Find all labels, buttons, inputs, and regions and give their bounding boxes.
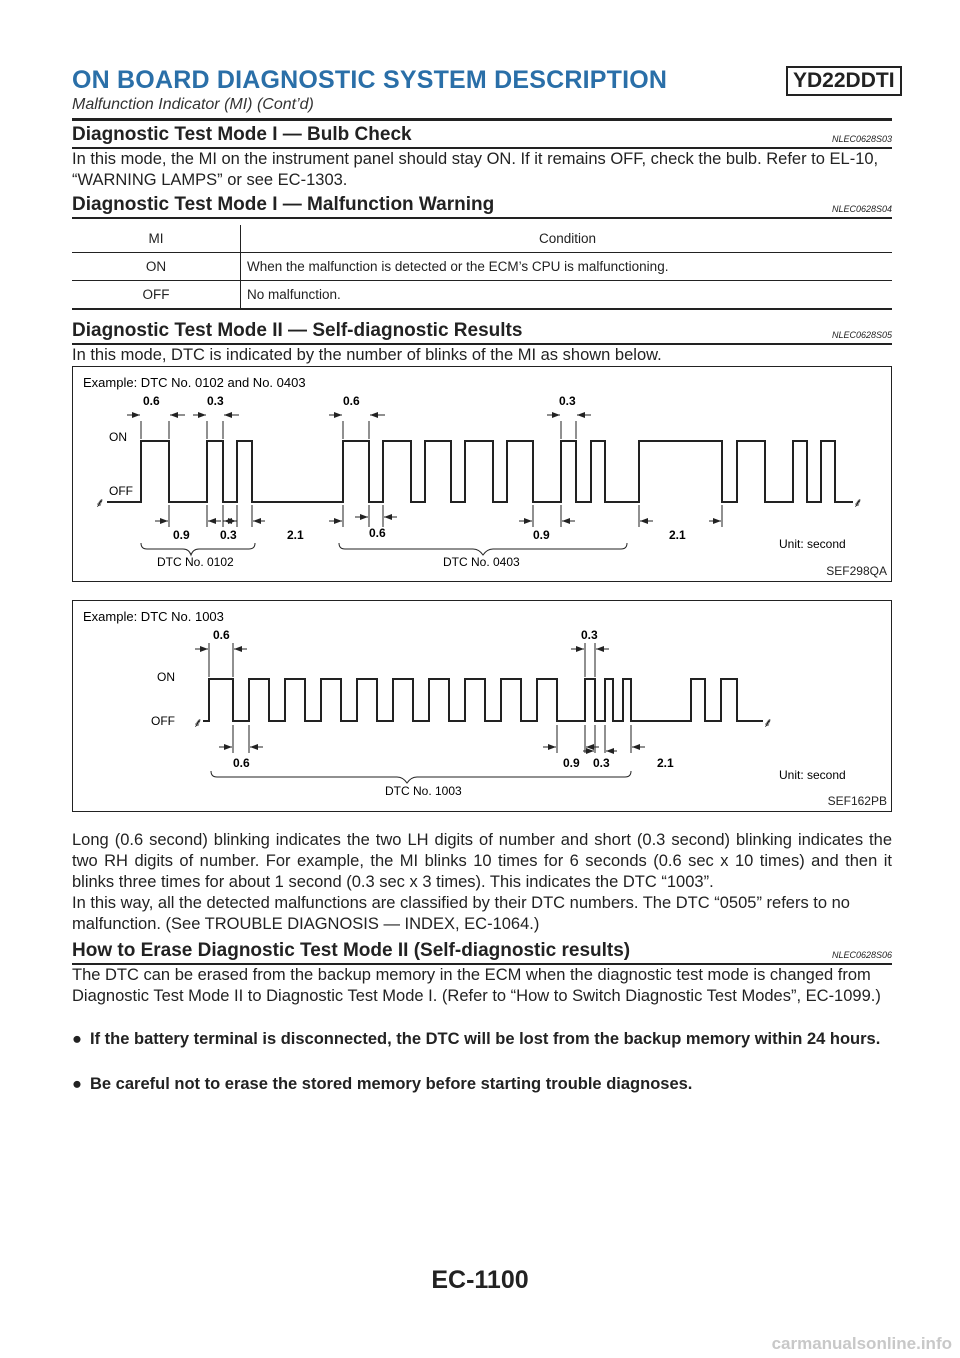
mi-signal-waveform [107, 441, 853, 502]
timing-label: 2.1 [287, 528, 304, 542]
timing-label: 2.1 [669, 528, 686, 542]
timing-label: 0.3 [559, 394, 576, 408]
table-header-row [72, 225, 892, 253]
on-label: ON [157, 670, 175, 684]
example-label: Example: DTC No. 0102 and No. 0403 [83, 375, 306, 390]
section-title [72, 194, 892, 219]
header-divider [72, 118, 892, 121]
mi-signal-waveform [203, 679, 763, 721]
page-header-subtitle: Malfunction Indicator (MI) (Cont’d) [72, 96, 314, 113]
timing-label: 0.6 [143, 394, 160, 408]
section-erase [72, 940, 892, 1007]
example-label: Example: DTC No. 1003 [83, 609, 224, 624]
section-code: NLEC0628S06 [831, 950, 892, 960]
dtc-label: DTC No. 1003 [385, 784, 462, 798]
explanation-text: Long (0.6 second) blinking indicates the two LH digits of number and short (0.3 second) blinking indicates the two RH digits of number. For example, the MI blinks 10 times for 6 seconds (0.6 sec x 10 times) and then it blinks three times for about 1 second (0.3 sec x 3 times). This indicates the DTC “1003”. [72, 831, 892, 891]
section-code: NLEC0628S05 [831, 330, 892, 340]
section-title-text: How to Erase Diagnostic Test Mode II (Self-diagnostic results) [72, 940, 631, 961]
timing-marks-top [127, 415, 591, 439]
section-bulb-check [72, 124, 892, 191]
section-title [72, 124, 892, 149]
table-cell: ON [72, 253, 241, 281]
figure-dtc-0102-0403 [72, 366, 892, 582]
section-text: In this mode, the MI on the instrument panel should stay ON. If it remains OFF, check the bulb. Refer to EL-10, “WARNING LAMPS” or see EC-1303. [72, 150, 879, 189]
timing-label: 0.6 [343, 394, 360, 408]
bullet-icon: ● [72, 1030, 82, 1048]
figure-caption: SEF298QA [826, 564, 887, 578]
section-malfunction-warning [72, 194, 892, 219]
section-text: The DTC can be erased from the backup memory in the ECM when the diagnostic test mode is changed from Diagnostic Test Mode II to Diagnostic Test Mode I. (Refer to “How to Switch Diagnostic Test Modes”, EC-1099.) [72, 966, 881, 1005]
table-header-cell: Condition [241, 225, 893, 253]
unit-label: Unit: second [779, 768, 846, 782]
timing-label: 0.6 [233, 756, 250, 770]
dtc-label: DTC No. 0102 [157, 555, 234, 569]
break-mark-icon: ⸙ [95, 495, 105, 510]
timing-label: 0.9 [173, 528, 190, 542]
section-text: In this mode, DTC is indicated by the number of blinks of the MI as shown below. [72, 346, 662, 364]
section-self-diagnostic [72, 320, 892, 366]
bullet-text: If the battery terminal is disconnected, the DTC will be lost from the backup memory within 24 hours. [90, 1030, 881, 1048]
page-header-title: ON BOARD DIAGNOSTIC SYSTEM DESCRIPTION [72, 66, 668, 94]
bullet-icon: ● [72, 1075, 82, 1093]
unit-label: Unit: second [779, 537, 846, 551]
blink-timing-diagram [73, 601, 891, 811]
section-title [72, 320, 892, 345]
section-title-text: Diagnostic Test Mode I — Malfunction Warning [72, 194, 495, 215]
section-title [72, 940, 892, 965]
table-row [72, 281, 892, 310]
page-number: EC-1100 [431, 1266, 529, 1294]
dtc-label: DTC No. 0403 [443, 555, 520, 569]
timing-marks-top [195, 643, 609, 677]
mi-condition-table [72, 225, 892, 310]
bullet-text: Be careful not to erase the stored memory before starting trouble diagnoses. [90, 1075, 693, 1093]
bullet-item [72, 1074, 892, 1095]
timing-marks-bottom [219, 725, 645, 753]
section-code: NLEC0628S03 [831, 134, 892, 144]
off-label: OFF [109, 484, 133, 498]
dtc-brace [339, 543, 627, 555]
section-code: NLEC0628S04 [831, 204, 892, 214]
timing-marks-bottom [155, 505, 722, 527]
figure-caption: SEF162PB [827, 794, 887, 808]
table-cell: When the malfunction is detected or the ECM’s CPU is malfunctioning. [241, 253, 893, 281]
off-label: OFF [151, 714, 175, 728]
table-row [72, 253, 892, 281]
timing-label: 0.9 [533, 528, 550, 542]
section-title-text: Diagnostic Test Mode II — Self-diagnostic Results [72, 320, 523, 341]
table-header-cell: MI [72, 225, 241, 253]
dtc-brace [211, 771, 631, 783]
explanation-text-2: In this way, all the detected malfunctions are classified by their DTC numbers. The DTC “0505” refers to no malfunction. (See TROUBLE DIAGNOSIS — INDEX, EC-1064.) [72, 894, 850, 933]
timing-label: 0.6 [369, 526, 386, 540]
break-mark-icon: ⸙ [193, 715, 203, 730]
on-label: ON [109, 430, 127, 444]
blink-timing-diagram [73, 367, 891, 581]
break-mark-icon: ⸙ [853, 495, 863, 510]
section-explanation [72, 830, 892, 935]
table-cell: No malfunction. [241, 281, 893, 310]
timing-label: 0.9 [563, 756, 580, 770]
timing-label: 0.3 [593, 756, 610, 770]
engine-model-badge: YD22DDTI [786, 66, 902, 96]
dtc-brace [141, 543, 255, 555]
timing-label: 0.6 [213, 628, 230, 642]
timing-label: 0.3 [220, 528, 237, 542]
table-cell: OFF [72, 281, 241, 310]
timing-label: 0.3 [207, 394, 224, 408]
timing-label: 2.1 [657, 756, 674, 770]
figure-dtc-1003 [72, 600, 892, 812]
timing-label: 0.3 [581, 628, 598, 642]
bullet-item [72, 1029, 892, 1050]
section-title-text: Diagnostic Test Mode I — Bulb Check [72, 124, 412, 145]
break-mark-icon: ⸙ [763, 715, 773, 730]
watermark: carmanualsonline.info [771, 1334, 952, 1353]
